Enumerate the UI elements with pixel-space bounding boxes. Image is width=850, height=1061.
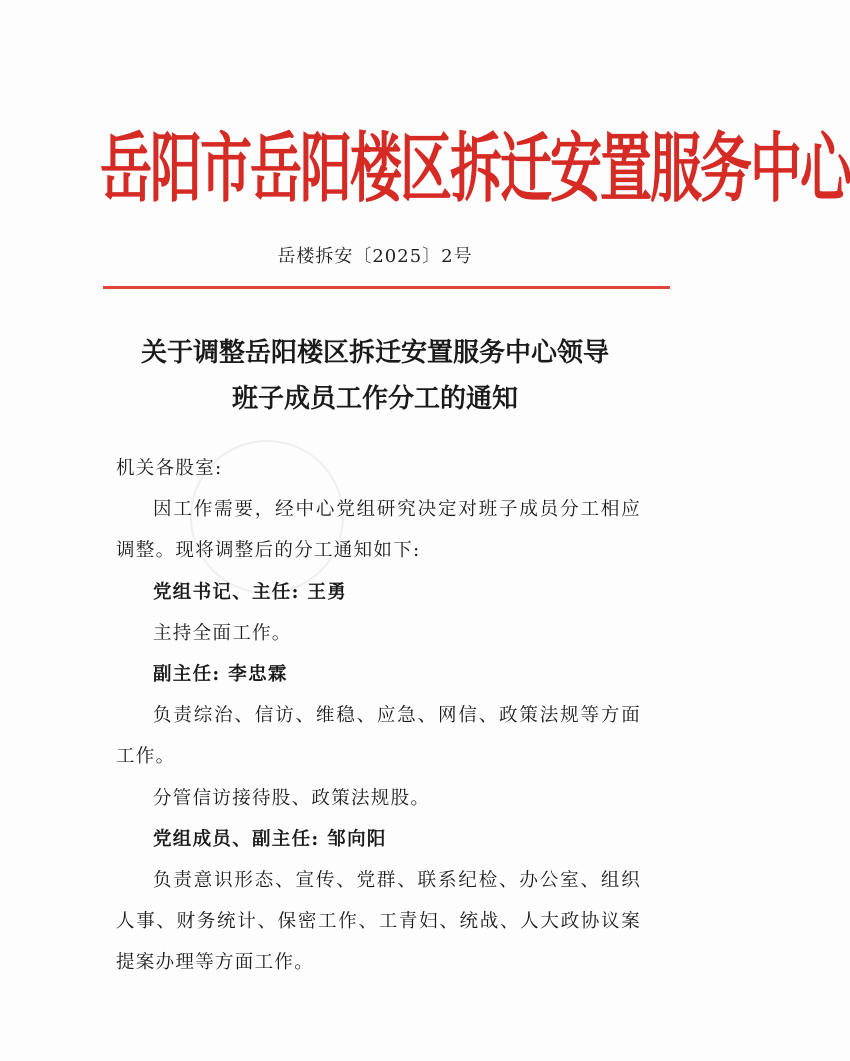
- title-line-2: 班子成员工作分工的通知: [231, 384, 518, 414]
- document-title: [0, 330, 750, 422]
- title-line-1: 关于调整岳阳楼区拆迁安置服务中心领导: [140, 338, 609, 368]
- red-divider-line: [103, 286, 670, 289]
- section-paragraph: 负责综治、信访、维稳、应急、网信、政策法规等方面工作。: [116, 705, 641, 768]
- section-paragraph: 负责意识形态、宣传、党群、联系纪检、办公室、组织人事、财务统计、保密工作、工青妇、统战、人大政协议案提案办理等方面工作。: [116, 870, 641, 974]
- section-heading: 党组书记、主任: 王勇: [153, 581, 348, 603]
- section-paragraph: 分管信访接待股、政策法规股。: [153, 787, 431, 809]
- section-heading: 党组成员、副主任: 邹向阳: [153, 828, 387, 850]
- org-name-header: 岳阳市岳阳楼区拆迁安置服务中心: [100, 125, 850, 214]
- section-heading: 副主任: 李忠霖: [153, 664, 288, 686]
- document-number: 岳楼拆安〔2025〕2号: [277, 246, 473, 267]
- intro-paragraph: 因工作需要，经中心党组研究决定对班子成员分工相应调整。现将调整后的分工通知如下:: [116, 499, 641, 562]
- salutation: 机关各股室:: [116, 458, 223, 479]
- document-body: [116, 448, 641, 984]
- section-paragraph: 主持全面工作。: [153, 622, 292, 644]
